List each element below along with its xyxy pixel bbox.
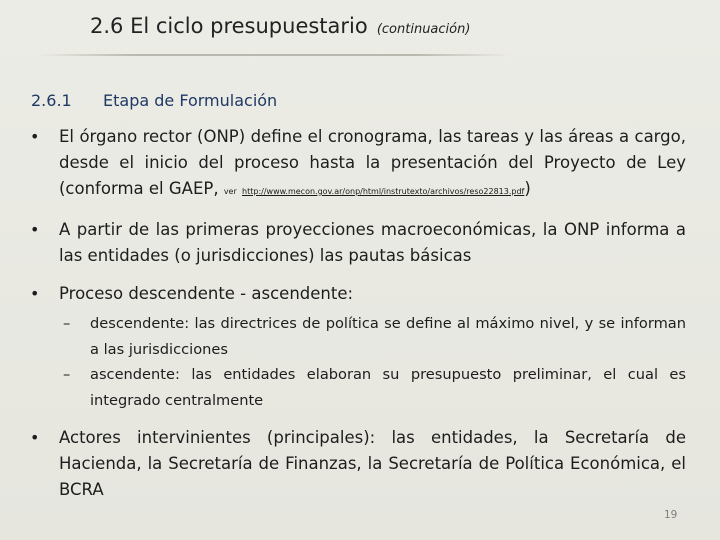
bullet-item — [30, 217, 686, 269]
sub-bullet-marker: – — [63, 366, 71, 383]
section-heading — [31, 91, 277, 110]
section-number: 2.6.1 — [31, 91, 72, 110]
bullet-text: Actores intervinientes (principales): las entidades, la Secretaría de Hacienda, la Secretaría de Finanzas, la Secretaría de Política Económica, el BCRA — [59, 428, 686, 499]
slide-title — [90, 14, 470, 38]
sub-bullet-text: descendente: las directrices de política se define al máximo nivel, y se informan a las jurisdicciones — [90, 315, 686, 358]
title-underline — [38, 54, 510, 56]
sub-bullet-list — [30, 311, 686, 413]
slide-content — [30, 124, 686, 503]
bullet-text: El órgano rector (ONP) define el cronograma, las tareas y las áreas a cargo, desde el inicio del proceso hasta la presentación del Proyecto de Ley (conforma el GAEP, — [59, 127, 686, 198]
title-main: 2.6 El ciclo presupuestario — [90, 14, 368, 38]
reference-link[interactable]: http://www.mecon.gov.ar/onp/html/instrutexto/archivos/reso22813.pdf — [242, 187, 525, 196]
sub-bullet-item — [63, 362, 686, 413]
bullet-text: Proceso descendente - ascendente: — [59, 284, 354, 303]
bullet-item — [30, 425, 686, 503]
bullet-marker: • — [30, 127, 40, 146]
reference-prefix: ver — [223, 187, 237, 196]
bullet-text: A partir de las primeras proyecciones macroeconómicas, la ONP informa a las entidades (o jurisdicciones) las pautas básicas — [59, 220, 686, 265]
sub-bullet-marker: – — [63, 315, 71, 332]
bullet-text-close: ) — [524, 179, 531, 198]
bullet-item — [30, 281, 686, 307]
bullet-marker: • — [30, 428, 40, 447]
title-subtitle: (continuación) — [376, 22, 471, 37]
bullet-marker: • — [30, 220, 40, 239]
section-label: Etapa de Formulación — [103, 91, 278, 110]
bullet-marker: • — [30, 284, 40, 303]
sub-bullet-text: ascendente: las entidades elaboran su presupuesto preliminar, el cual es integrado centralmente — [90, 366, 686, 409]
bullet-item — [30, 124, 686, 205]
page-number: 19 — [664, 509, 678, 521]
sub-bullet-item — [63, 311, 686, 362]
